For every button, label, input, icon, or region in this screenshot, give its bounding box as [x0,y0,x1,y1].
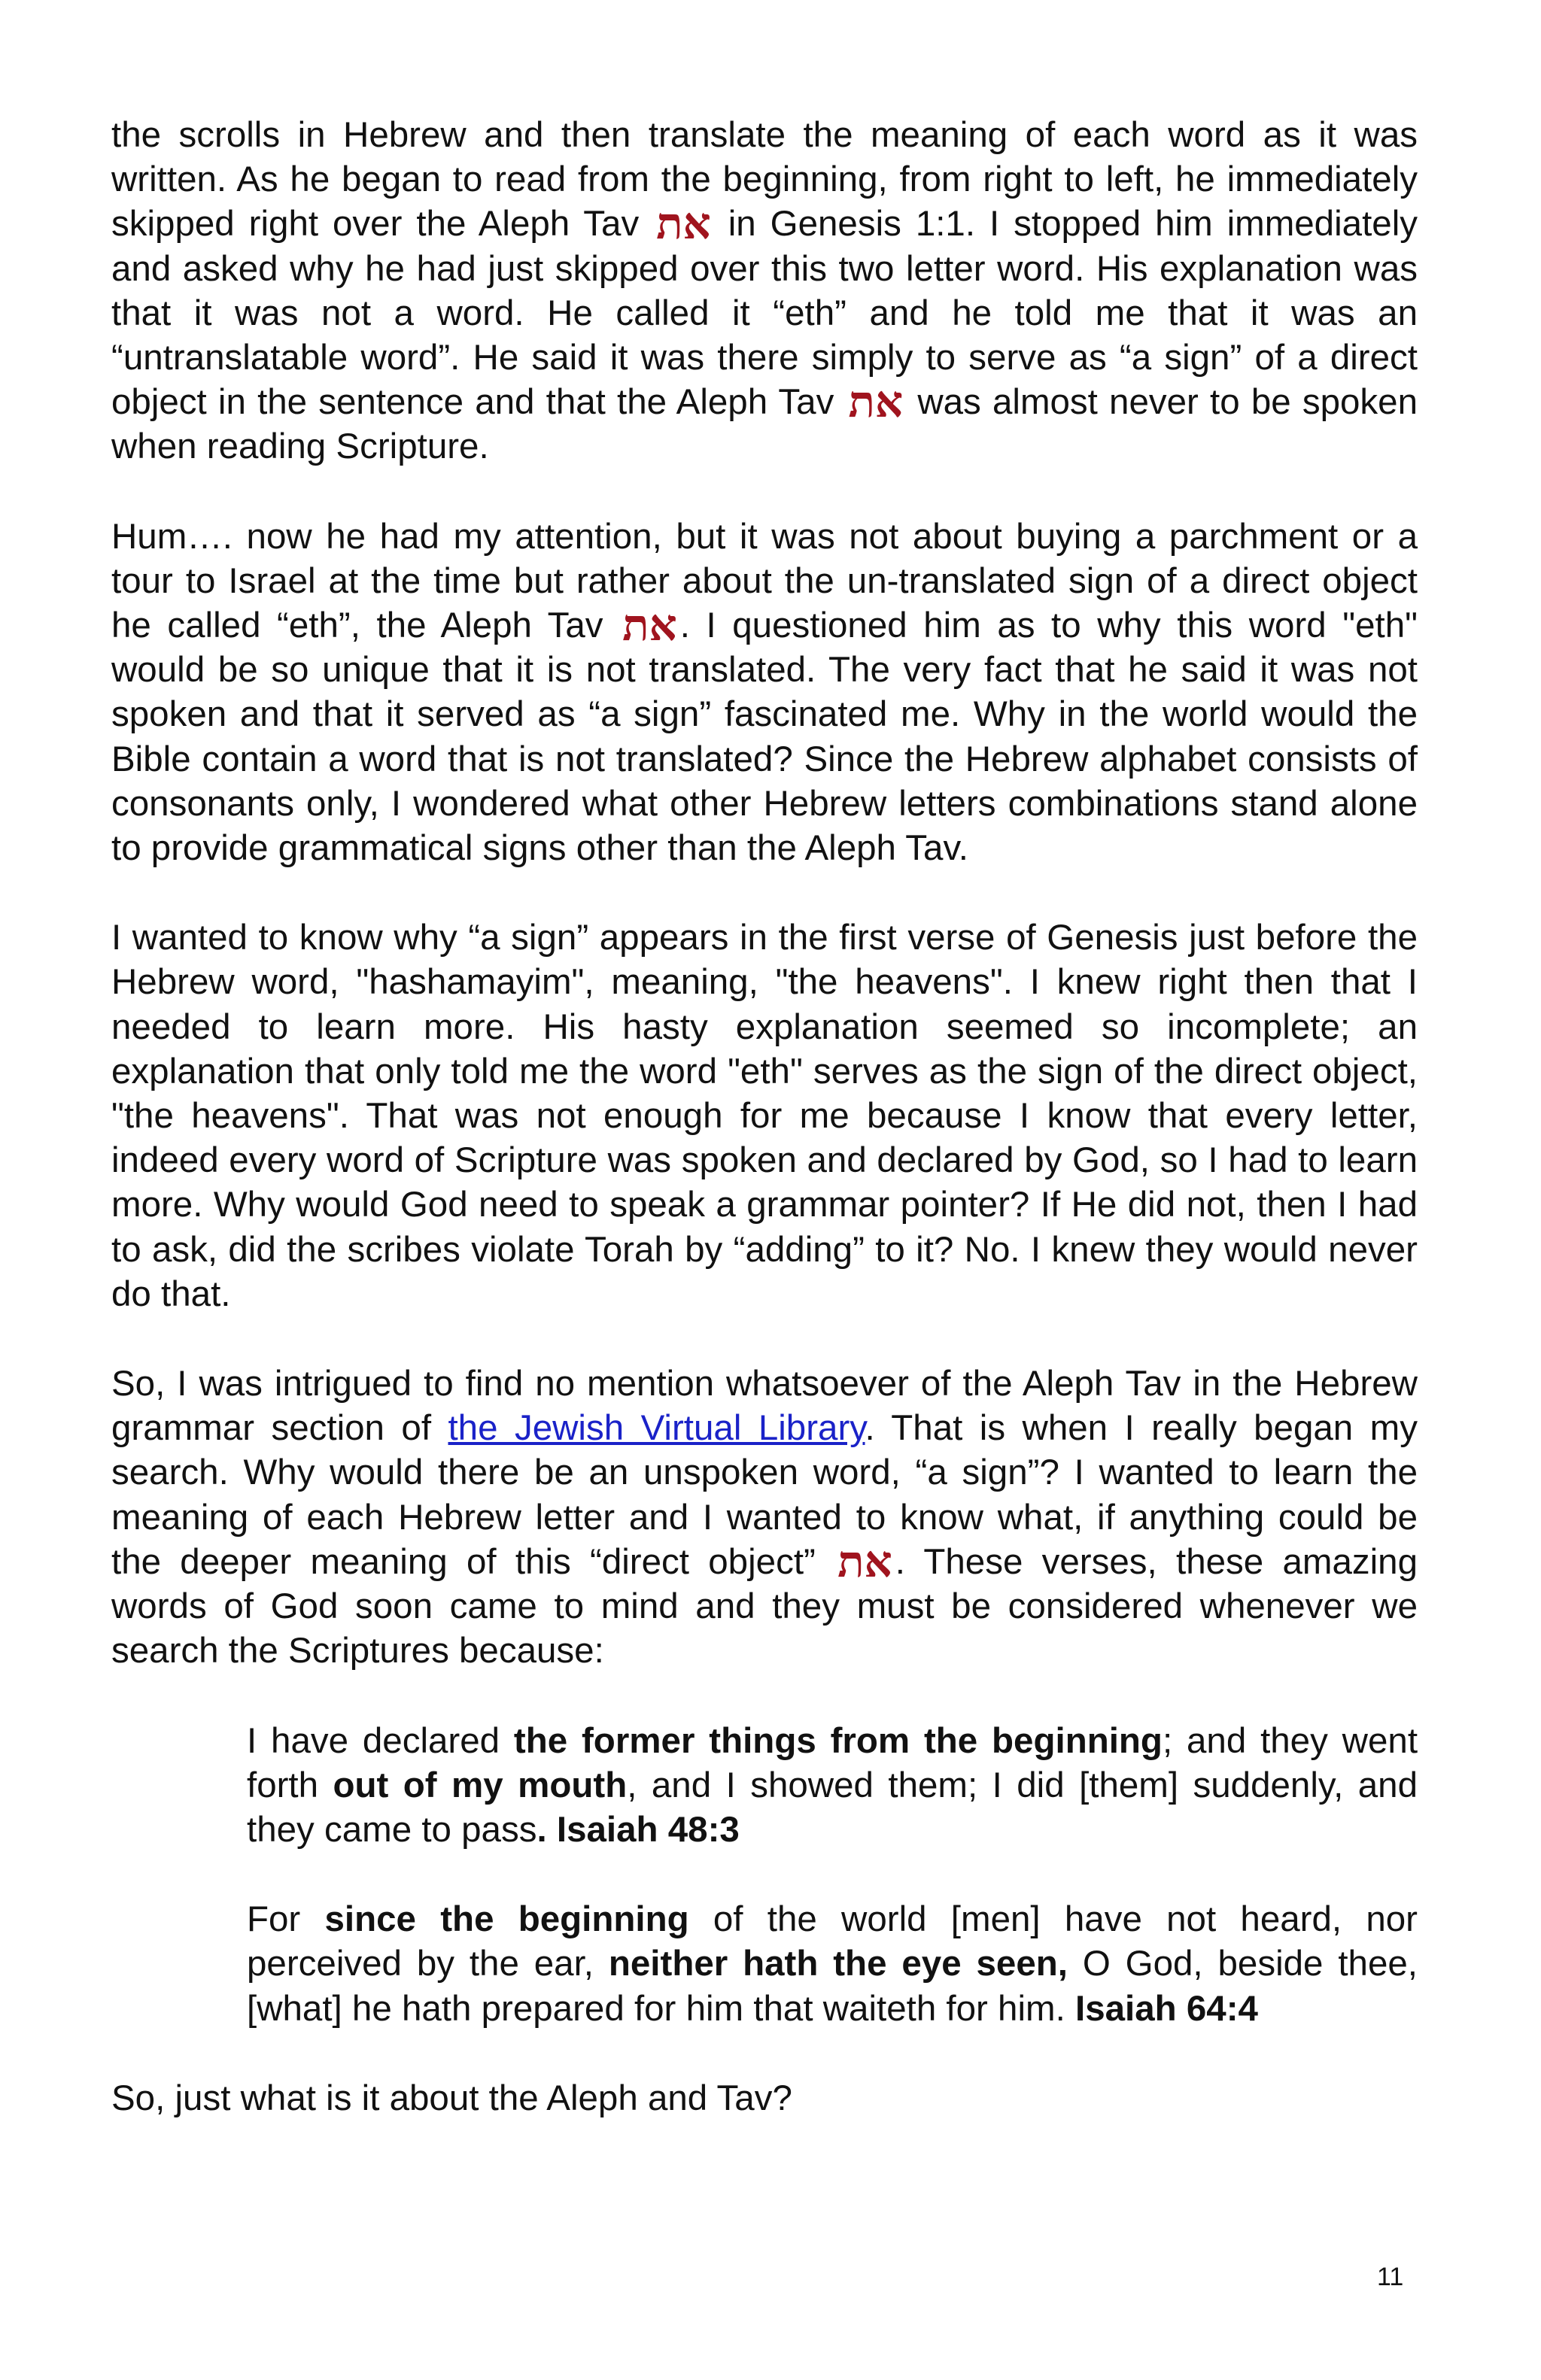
quote-emphasis: since the beginning [324,1899,689,1940]
quote-text: ; and they went forth [247,1720,1418,1805]
quote-emphasis: out of my mouth [333,1765,628,1805]
quote-text: O God, beside thee, [what] he hath prepared for him that waiteth for him. [247,1944,1418,2029]
paragraph-4-text-a: So, I was intrigued to find no mention whatsoever of the Aleph Tav in the Hebrew grammar section of [111,1364,1418,1449]
paragraph-1-text-c: was almost never to be spoken when reading Scripture. [111,382,1418,467]
paragraph-4-text-b: . That is when I really began my search. Why would there be an unspoken word, “a sign”? I wanted to learn the meaning of each Hebrew letter and I wanted to know what, if anything could be the deeper meaning of this “direct object” [111,1408,1418,1582]
quote-text: of the world [men] have not heard, nor perceived by the ear, [247,1899,1418,1984]
quote-text: For [247,1899,325,1940]
jewish-virtual-library-link[interactable]: the Jewish Virtual Library [448,1408,865,1449]
quote-text: I have declared [247,1720,514,1761]
aleph-tav-glyph: את [848,376,904,428]
document-body [111,113,1418,2166]
paragraph-5: So, just what is it about the Aleph and Tav? [111,2078,792,2118]
quote-reference: . Isaiah 48:3 [536,1809,740,1850]
quote-reference: Isaiah 64:4 [1075,1988,1258,2029]
paragraph-3: I wanted to know why “a sign” appears in the first verse of Genesis just before the Hebrew word, "hashamayim", meaning, "the heavens". I knew right then that I needed to learn more. His hasty explanation seemed so incomplete; an explanation that only told me the word "eth" serves as the sign of the direct object, "the heavens". That was not enough for me because I know that every letter, indeed every word of Scripture was spoken and declared by God, so I had to learn more. Why would God need to speak a grammar pointer? If He did not, then I had to ask, did the scribes violate Torah by “adding” to it? No. I knew they would never do that. [111,918,1418,1314]
quote-emphasis: the former things from the beginning [513,1720,1163,1761]
aleph-tav-glyph: את [837,1535,892,1587]
aleph-tav-glyph: את [622,600,677,651]
paragraph-4 [111,1362,1418,1673]
paragraph-2-text-a: Hum…. now he had my attention, but it was not about buying a parchment or a tour to Israel at the time but rather about the un-translated sign of a direct object he called “eth”, the Aleph Tav [111,516,1418,646]
quote-isaiah-64-4 [247,1897,1418,2031]
quote-text: , and I showed them; I did [them] suddenly, and they came to pass [247,1765,1418,1850]
aleph-tav-glyph: את [656,198,711,250]
paragraph-4-text-c: . These verses, these amazing words of God soon came to mind and they must be considered whenever we search the Scriptures because: [111,1541,1418,1671]
paragraph-1 [111,113,1418,469]
paragraph-1-text-a: the scrolls in Hebrew and then translate the meaning of each word as it was written. As he began to read from the beginning, from right to left, he immediately skipped right over the Aleph Tav [111,115,1418,244]
quote-isaiah-48-3 [247,1719,1418,1853]
paragraph-1-text-b: in Genesis 1:1. I stopped him immediately and asked why he had just skipped over this two letter word. His explanation was that it was not a word. He called it “eth” and he told me that it was an “untranslatable word”. He said it was there simply to serve as “a sign” of a direct object in the sentence and that the Aleph Tav [111,204,1418,423]
paragraph-2-text-b: . I questioned him as to why this word "eth" would be so unique that it is not translated. The very fact that he said it was not spoken and that it served as “a sign” fascinated me. Why in the world would the Bible contain a word that is not translated? Since the Hebrew alphabet consists of consonants only, I wondered what other Hebrew letters combinations stand alone to provide grammatical signs other than the Aleph Tav. [111,606,1418,869]
page-number: 11 [1377,2263,1404,2291]
quote-emphasis: neither hath the eye seen, [608,1944,1068,1984]
paragraph-2 [111,515,1418,871]
